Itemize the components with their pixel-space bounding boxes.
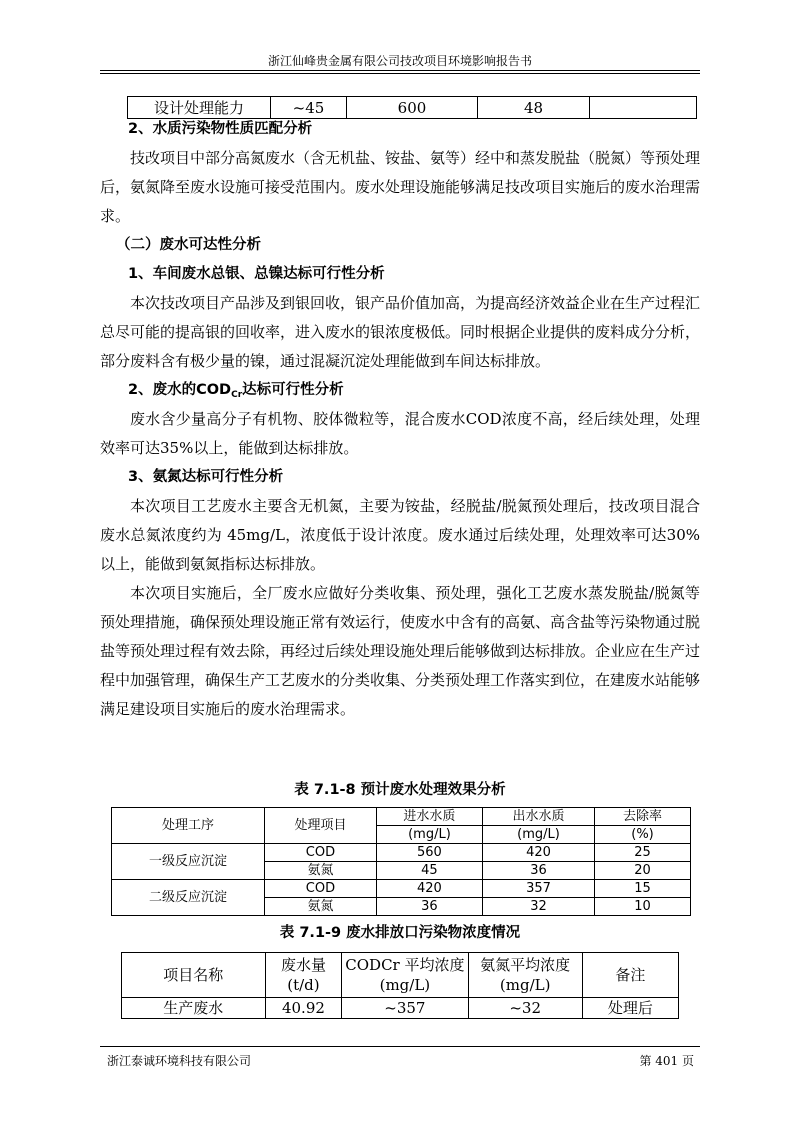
treatment-table — [111, 807, 691, 916]
table-cell: 生产废水 — [122, 998, 266, 1019]
table-cell: 40.92 — [265, 998, 342, 1019]
paragraph: 废水含少量高分子有机物、胶体微粒等，混合废水COD浓度不高，经后续处理，处理效率可达35%以上，能做到达标排放。 — [100, 410, 700, 457]
header-cell: (%) — [595, 826, 691, 844]
table-cell: 氨氮 — [265, 898, 377, 916]
header-rule-thin — [100, 73, 700, 74]
table-header-row — [112, 808, 691, 826]
table-cell: 560 — [376, 844, 482, 862]
item-heading: 3、氨氮达标可行性分析 — [128, 469, 284, 485]
header-line: (mg/L) — [499, 976, 551, 994]
header-cell — [468, 953, 582, 998]
table-cell: ~32 — [468, 998, 582, 1019]
header-line: (t/d) — [287, 976, 320, 994]
header-line: CODCr 平均浓度 — [345, 956, 465, 974]
discharge-table — [121, 952, 679, 1019]
table-cell: COD — [265, 844, 377, 862]
table-header-row — [122, 953, 679, 998]
table-row — [122, 998, 679, 1019]
heading-subscript: Cr — [231, 390, 243, 400]
table-cell: COD — [265, 880, 377, 898]
header-cell — [265, 953, 342, 998]
table-cell: 600 — [347, 97, 478, 119]
table-cell: 36 — [376, 898, 482, 916]
paragraph: 本次项目实施后，全厂废水应做好分类收集、预处理，强化工艺废水蒸发脱盐/脱氮等预处理措施，确保预处理设施正常有效运行，使废水中含有的高氨、高含盐等污染物通过脱盐等预处理过程有效去除，再经过后续处理设施处理后能够做到达标排放。企业应在生产过程中加强管理，确保生产工艺废水的分类收集、分类预处理工作落实到位，在建废水站能够满足建设项目实施后的废水治理需求。 — [100, 584, 701, 718]
header-line: 氨氮平均浓度 — [480, 956, 571, 974]
header-cell: (mg/L) — [376, 826, 482, 844]
subsection-heading: （二）废水可达性分析 — [116, 237, 261, 253]
header-cell: 出水水质 — [482, 808, 594, 826]
table-cell: 15 — [595, 880, 691, 898]
stage-cell: 二级反应沉淀 — [112, 880, 265, 916]
footer-company: 浙江泰诚环境科技有限公司 — [107, 1054, 252, 1068]
table-caption: 表 7.1-8 预计废水处理效果分析 — [294, 782, 506, 798]
header-line: (mg/L) — [379, 976, 431, 994]
table-caption: 表 7.1-9 废水排放口污染物浓度情况 — [279, 925, 521, 941]
paragraph: 本次技改项目产品涉及到银回收，银产品价值加高，为提高经济效益企业在生产过程汇总尽可能的提高银的回收率，进入废水的银浓度极低。同时根据企业提供的废料成分分析，部分废料含有极少量的镍，通过混凝沉淀处理能做到车间达标排放。 — [100, 294, 701, 370]
table-cell: 420 — [482, 844, 594, 862]
paragraph: 技改项目中部分高氮废水（含无机盐、铵盐、氨等）经中和蒸发脱盐（脱氮）等预处理后，氨氮降至废水设施可接受范围内。废水处理设施能够满足技改项目实施后的废水治理需求。 — [100, 149, 701, 225]
header-cell: 备注 — [582, 953, 678, 998]
header-rule — [100, 70, 700, 71]
table-cell: 10 — [595, 898, 691, 916]
header-cell: (mg/L) — [482, 826, 594, 844]
section-heading: 2、水质污染物性质匹配分析 — [128, 121, 313, 137]
table-cell: 氨氮 — [265, 862, 377, 880]
paragraph: 本次项目工艺废水主要含无机氮，主要为铵盐，经脱盐/脱氮预处理后，技改项目混合废水总氮浓度约为 45mg/L，浓度低于设计浓度。废水通过后续处理，处理效率可达30%以上，能做到氨氮指标达标排放。 — [100, 497, 700, 573]
table-cell: 36 — [482, 862, 594, 880]
header-cell: 处理工序 — [112, 808, 265, 844]
table-row — [112, 844, 691, 862]
header-line: 废水量 — [280, 956, 326, 974]
item-heading: 1、车间废水总银、总镍达标可行性分析 — [128, 266, 385, 282]
table-cell: 48 — [478, 97, 590, 119]
main-content — [100, 115, 700, 724]
table-cell: 45 — [376, 862, 482, 880]
table-cell: 357 — [482, 880, 594, 898]
header-cell: 处理项目 — [265, 808, 377, 844]
header-cell: 项目名称 — [122, 953, 266, 998]
heading-text: 2、废水的COD — [128, 382, 232, 398]
table-row — [112, 880, 691, 898]
header-cell — [342, 953, 468, 998]
page-header-title: 浙江仙峰贵金属有限公司技改项目环境影响报告书 — [267, 54, 532, 68]
table-cell: 25 — [595, 844, 691, 862]
footer-rule — [100, 1046, 700, 1047]
table-cell: 20 — [595, 862, 691, 880]
table-cell: 设计处理能力 — [128, 97, 271, 119]
header-cell: 进水水质 — [376, 808, 482, 826]
table-cell: 32 — [482, 898, 594, 916]
heading-text: 达标可行性分析 — [242, 382, 344, 398]
footer-page-number: 第 401 页 — [639, 1054, 694, 1068]
item-heading — [100, 376, 700, 405]
table-cell: 处理后 — [582, 998, 678, 1019]
table-cell: ~45 — [271, 97, 347, 119]
header-cell: 去除率 — [595, 808, 691, 826]
table-cell: ~357 — [342, 998, 468, 1019]
table-cell: 420 — [376, 880, 482, 898]
stage-cell: 一级反应沉淀 — [112, 844, 265, 880]
